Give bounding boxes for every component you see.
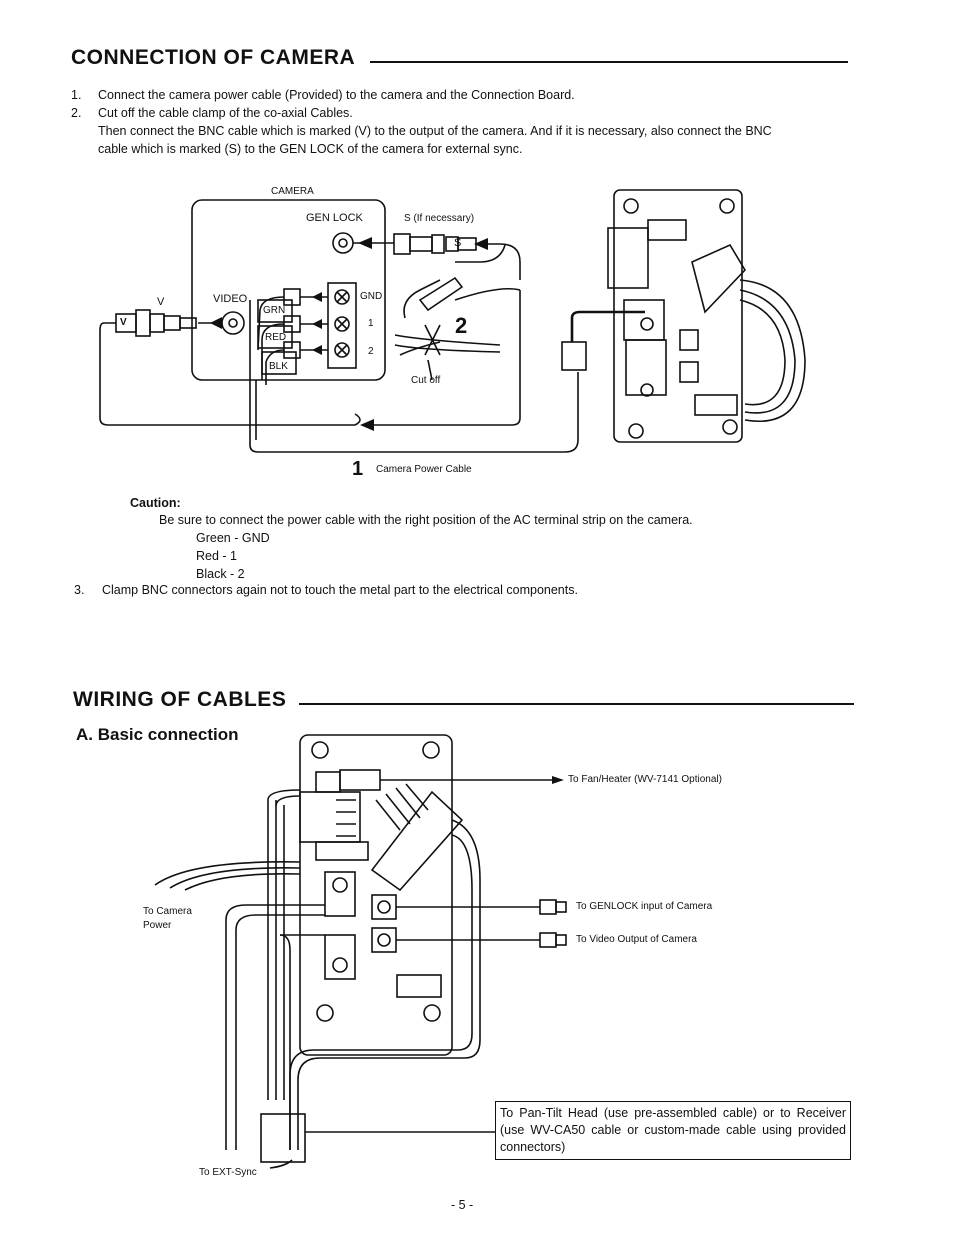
s-mark: S (454, 237, 462, 249)
red-wire-label: RED (265, 332, 287, 343)
caution-heading: Caution: (130, 496, 181, 510)
pan-tilt-note: To Pan-Tilt Head (use pre-assembled cable) or to Receiver (use WV-CA50 cable or custom-made cable using provided connectors) (495, 1101, 851, 1160)
caution-text: Be sure to connect the power cable with the right position of the AC terminal strip on the camera. (159, 513, 693, 527)
section-title-wiring-of-cables: WIRING OF CABLES (73, 688, 287, 711)
caution-red: Red - 1 (196, 549, 237, 563)
step-3-number: 3. (74, 583, 85, 597)
step-2-text: Cut off the cable clamp of the co-axial Cables. (98, 106, 353, 120)
section-title-connection-of-camera: CONNECTION OF CAMERA (71, 46, 356, 69)
caution-green: Green - GND (196, 531, 270, 545)
gnd-terminal-label: GND (360, 291, 383, 302)
title-rule-2 (299, 703, 854, 705)
camera-body (192, 200, 385, 380)
page-number: - 5 - (451, 1198, 474, 1212)
subtitle-basic-connection: A. Basic connection (76, 725, 239, 744)
camera-power-label-line2: Power (143, 920, 172, 931)
step-2-text-line3: cable which is marked (S) to the GEN LOCK of the camera for external sync. (98, 142, 523, 156)
genlock-input-label: To GENLOCK input of Camera (576, 901, 713, 912)
v-label: V (157, 296, 165, 308)
title-rule (370, 61, 848, 63)
cut-off-label: Cut off (411, 375, 441, 386)
step-1-marker: 1 (352, 458, 364, 480)
step-3-text: Clamp BNC connectors again not to touch the metal part to the electrical components. (102, 583, 578, 597)
video-output-label: To Video Output of Camera (576, 934, 697, 945)
terminal-2-label: 2 (368, 346, 374, 357)
step-2-text-line2: Then connect the BNC cable which is marked (V) to the output of the camera. And if it is necessary, also connect the BNC (98, 124, 772, 138)
camera-power-cable-label: Camera Power Cable (376, 464, 472, 475)
step-2-marker: 2 (455, 313, 468, 338)
terminal-1-label: 1 (368, 318, 374, 329)
camera-label: CAMERA (271, 186, 314, 197)
v-mark: V (120, 317, 127, 328)
step-1-number: 1. (71, 88, 82, 102)
step-2-number: 2. (71, 106, 82, 120)
ext-sync-label: To EXT-Sync (199, 1167, 257, 1178)
camera-power-label-line1: To Camera (143, 906, 192, 917)
gen-lock-label: GEN LOCK (306, 212, 363, 224)
fan-heater-label: To Fan/Heater (WV-7141 Optional) (568, 774, 722, 785)
video-label: VIDEO (213, 293, 248, 305)
grn-wire-label: GRN (263, 305, 286, 316)
blk-wire-label: BLK (269, 361, 288, 372)
caution-black: Black - 2 (196, 567, 245, 581)
s-if-necessary-label: S (If necessary) (404, 213, 475, 224)
step-1-text: Connect the camera power cable (Provided) to the camera and the Connection Board. (98, 88, 575, 102)
